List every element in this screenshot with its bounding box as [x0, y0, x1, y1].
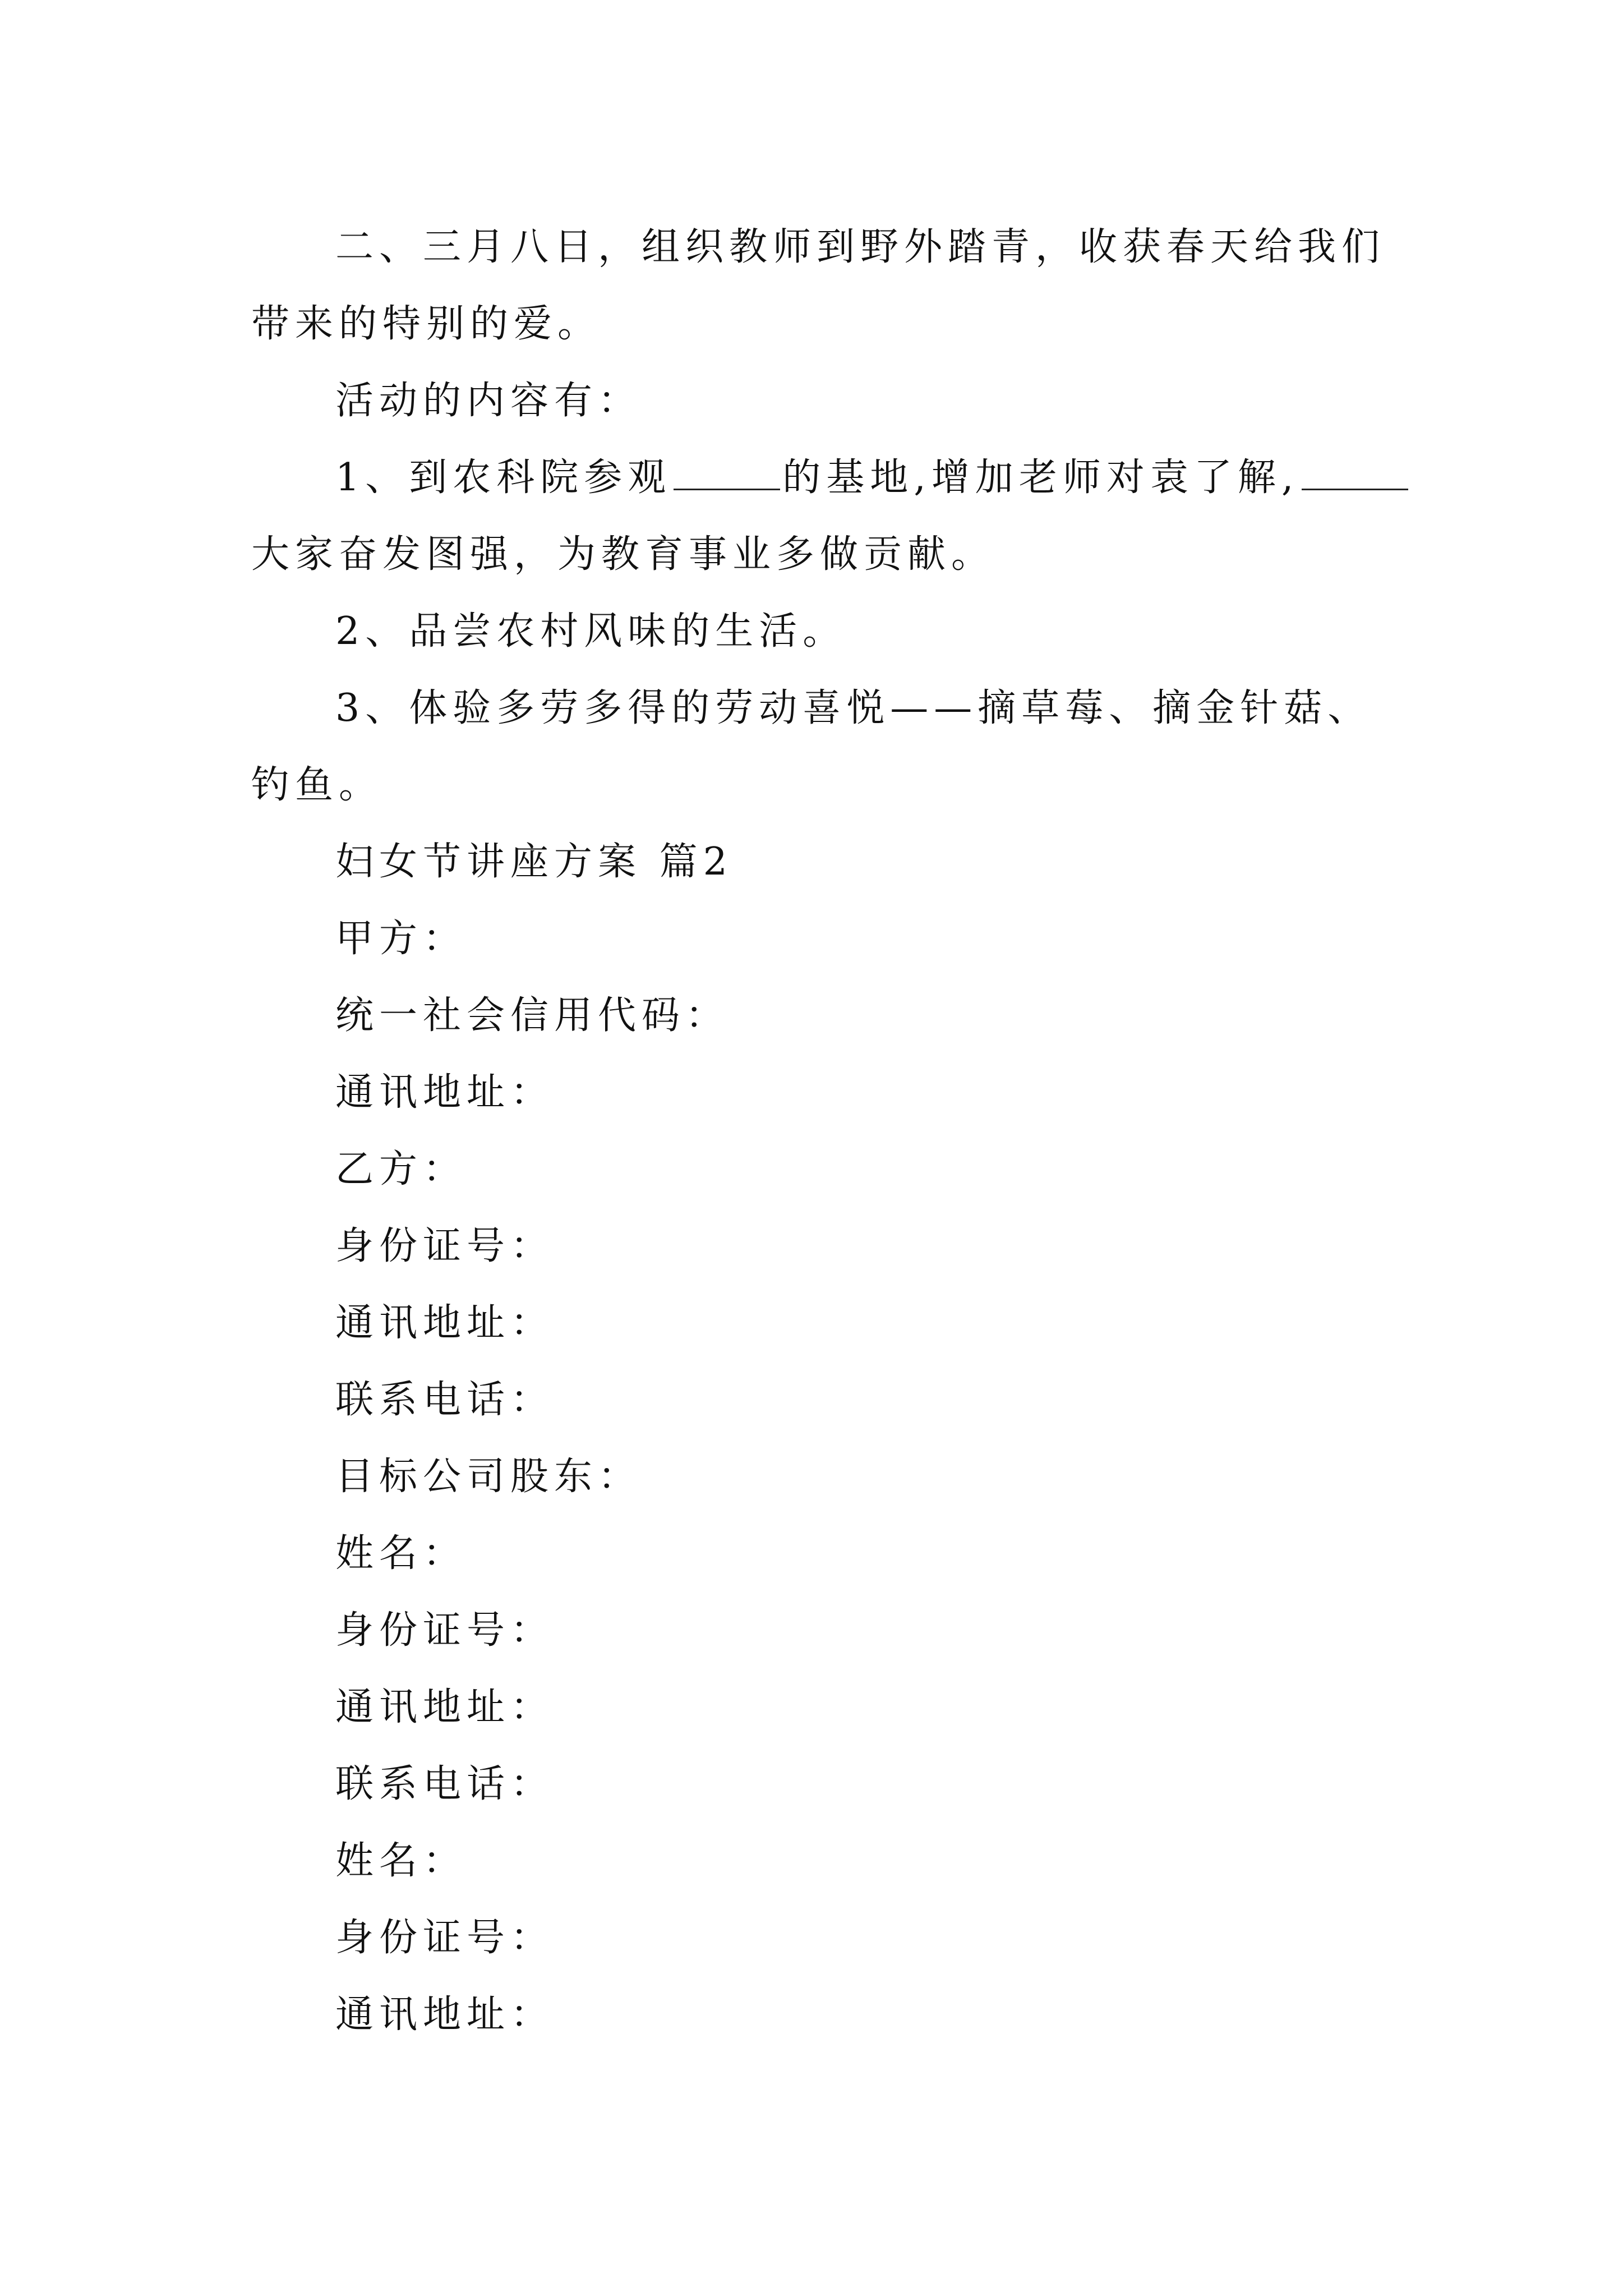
section-title: 妇女节讲座方案 篇2	[335, 840, 733, 884]
field-name: 姓名：	[335, 1531, 467, 1576]
field-id-number: 身份证号：	[335, 1916, 555, 1960]
field-shareholders: 目标公司股东：	[335, 1455, 642, 1499]
activity-item-1-continued: 大家奋发图强，为教育事业多做贡献。	[251, 532, 995, 577]
field-party-a: 甲方：	[335, 917, 467, 961]
activity-intro-line-2: 带来的特别的爱。	[251, 302, 602, 346]
activity-item-2: 2、品尝农村风味的生活。	[335, 609, 847, 654]
activity-item-3: 3、体验多劳多得的劳动喜悦——摘草莓、摘金针菇、	[335, 686, 1372, 730]
field-address: 通讯地址：	[335, 1993, 555, 2037]
document-body	[251, 209, 1386, 2053]
activity-content-heading: 活动的内容有：	[335, 379, 642, 423]
fill-in-blank	[674, 455, 780, 490]
activity-intro-line-1: 二、三月八日，组织教师到野外踏青，收获春天给我们	[335, 225, 1386, 269]
activity-item-1	[251, 439, 1383, 516]
field-party-b: 乙方：	[335, 1147, 467, 1191]
field-address: 通讯地址：	[335, 1070, 555, 1115]
field-phone: 联系电话：	[335, 1762, 555, 1806]
field-credit-code: 统一社会信用代码：	[335, 993, 730, 1038]
field-id-number: 身份证号：	[335, 1608, 555, 1653]
field-address: 通讯地址：	[335, 1685, 555, 1729]
activity-item-1-text-b: 的基地,增加老师对袁了解,	[782, 455, 1299, 500]
field-address: 通讯地址：	[335, 1301, 555, 1345]
field-phone: 联系电话：	[335, 1378, 555, 1422]
fill-in-blank	[1302, 455, 1408, 490]
activity-item-3-continued: 钓鱼。	[251, 763, 383, 807]
field-name: 姓名：	[335, 1839, 467, 1883]
activity-item-1-text-a: 1、到农科院参观	[335, 455, 672, 500]
field-id-number: 身份证号：	[335, 1224, 555, 1268]
